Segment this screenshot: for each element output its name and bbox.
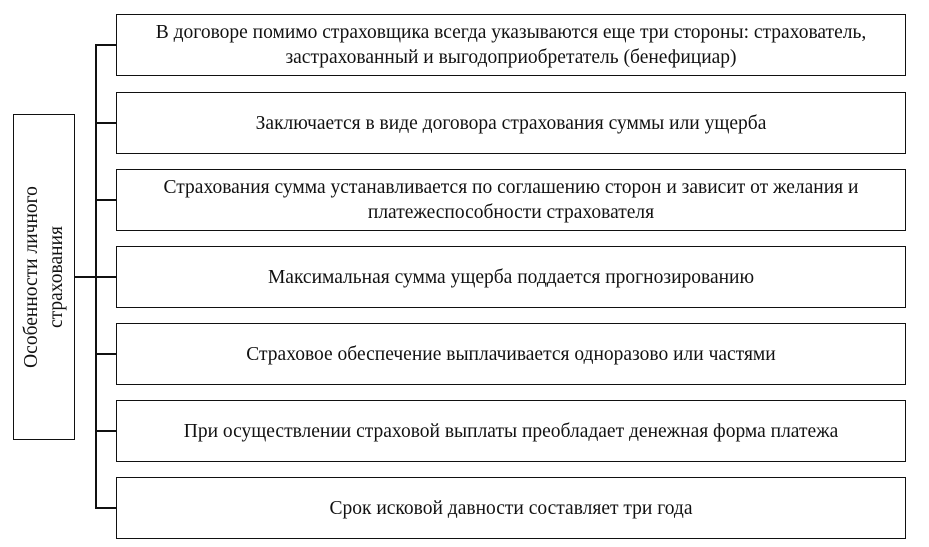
branch-line: [95, 276, 116, 278]
feature-text: Заключается в виде договора страхования суммы или ущерба: [255, 112, 767, 134]
branch-line: [95, 44, 116, 46]
root-label: [19, 186, 69, 368]
branch-line: [95, 507, 116, 509]
feature-text: Страхования сумма устанавливается по соглашению сторон и зависит от желания и платежеспособности страхователя: [163, 177, 859, 223]
root-box: [13, 114, 75, 440]
feature-box: [116, 169, 906, 231]
root-connector: [75, 276, 96, 278]
feature-box: [116, 246, 906, 308]
feature-text: При осуществлении страховой выплаты преобладает денежная форма платежа: [183, 420, 839, 442]
feature-text: Максимальная сумма ущерба поддается прогнозированию: [267, 266, 755, 288]
feature-box: [116, 400, 906, 462]
branch-line: [95, 430, 116, 432]
feature-text: В договоре помимо страховщика всегда указываются еще три стороны: страхователь, застрахованный и выгодоприобретатель (бенефициар): [155, 22, 867, 68]
feature-box: [116, 477, 906, 539]
root-label-line2: страхования: [46, 225, 68, 329]
branch-line: [95, 353, 116, 355]
feature-box: [116, 14, 906, 76]
branch-line: [95, 199, 116, 201]
root-label-line1: Особенности личного: [21, 186, 43, 368]
feature-text: Страховое обеспечение выплачивается одноразово или частями: [246, 343, 776, 365]
feature-text: Срок исковой давности составляет три года: [329, 497, 693, 519]
branch-line: [95, 122, 116, 124]
feature-box: [116, 92, 906, 154]
feature-box: [116, 323, 906, 385]
